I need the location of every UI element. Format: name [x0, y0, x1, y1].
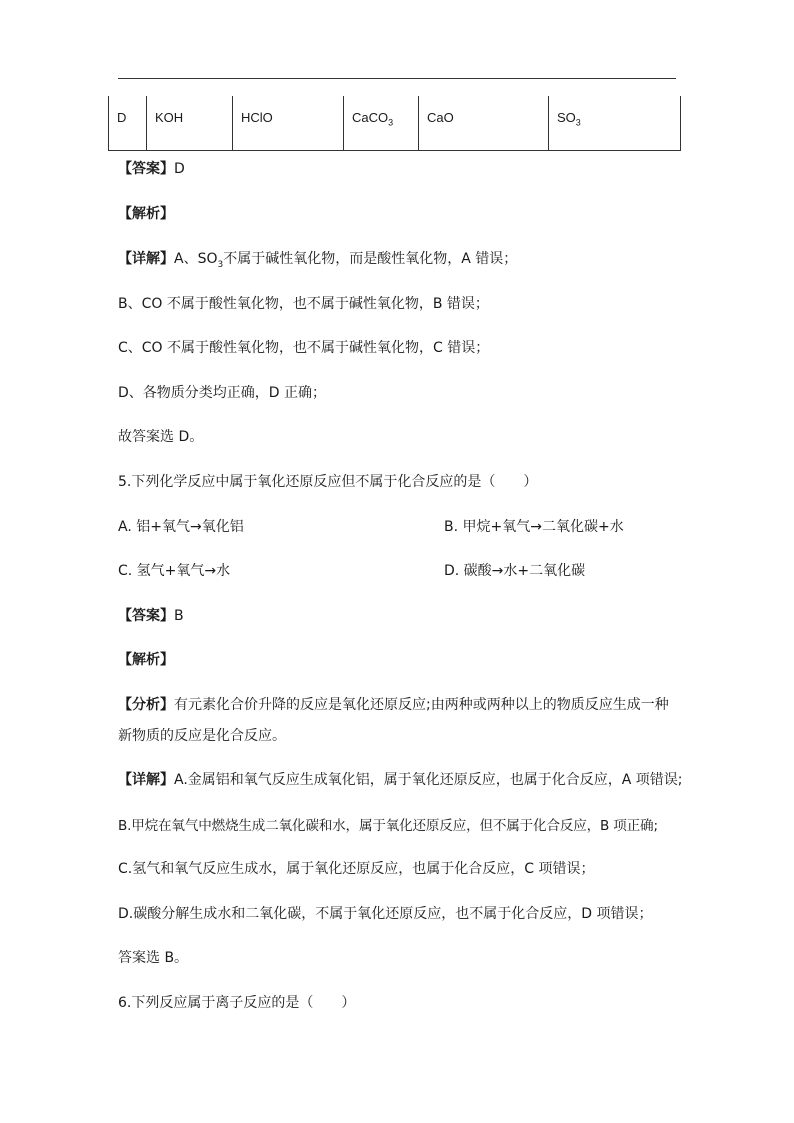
- q5-detail-b: B.甲烷在氧气中燃烧生成二氧化碳和水，属于氧化还原反应，但不属于化合反应，B 项正确;: [118, 818, 658, 834]
- q4-detail-d: D、各物质分类均正确，D 正确；: [118, 385, 327, 401]
- q5-detail-d: D.碳酸分解生成水和二氧化碳，不属于氧化还原反应，也不属于化合反应，D 项错误；: [118, 906, 653, 922]
- q5-conclusion: 答案选 B。: [118, 950, 189, 966]
- q5-detail-a: 【详解】A.金属铝和氧气反应生成氧化铝，属于氧化还原反应，也属于化合反应，A 项错误;: [118, 772, 683, 788]
- q5-option-d: D. 碳酸→水+二氧化碳: [444, 563, 586, 579]
- q5-option-c: C. 氢气+氧气→水: [118, 563, 231, 579]
- q4-analysis-label: 【解析】: [118, 206, 174, 222]
- table-cell-base: KOH: [146, 96, 232, 150]
- q6-question: 6.下列反应属于离子反应的是（ ）: [118, 995, 356, 1011]
- q5-option-b: B. 甲烷+氧气→二氧化碳+水: [444, 519, 624, 535]
- classification-table-row: [108, 96, 681, 151]
- q5-answer: 【答案】B: [118, 608, 184, 624]
- q4-answer: 【答案】D: [118, 161, 185, 177]
- q4-detail-c: C、CO 不属于酸性氧化物，也不属于碱性氧化物，C 错误；: [118, 340, 490, 356]
- q5-analysis-text-1: 【分析】有元素化合价升降的反应是氧化还原反应;由两种或两种以上的物质反应生成一种: [118, 697, 669, 713]
- table-cell-acid: HClO: [232, 96, 343, 150]
- table-cell-acidic-oxide: $SO_3$: [548, 96, 681, 150]
- q5-option-a: A. 铝+氧气→氧化铝: [118, 519, 244, 535]
- q5-question: 5.下列化学反应中属于氧化还原反应但不属于化合反应的是（ ）: [118, 474, 538, 490]
- header-rule: [118, 78, 676, 79]
- table-cell-row-label: D: [108, 96, 146, 150]
- q4-detail-a: 【详解】A、$SO_3$不属于碱性氧化物，而是酸性氧化物，A 错误；: [118, 251, 518, 270]
- table-cell-basic-oxide: CaO: [418, 96, 548, 150]
- q5-analysis-text-2: 新物质的反应是化合反应。: [118, 728, 286, 744]
- q5-detail-c: C.氢气和氧气反应生成水，属于氧化还原反应，也属于化合反应，C 项错误；: [118, 861, 595, 877]
- table-cell-salt: CaCO$_3$: [343, 96, 418, 150]
- q4-conclusion: 故答案选 D。: [118, 429, 204, 445]
- q5-analysis-label: 【解析】: [118, 652, 174, 668]
- q4-detail-b: B、CO 不属于酸性氧化物，也不属于碱性氧化物，B 错误；: [118, 296, 489, 312]
